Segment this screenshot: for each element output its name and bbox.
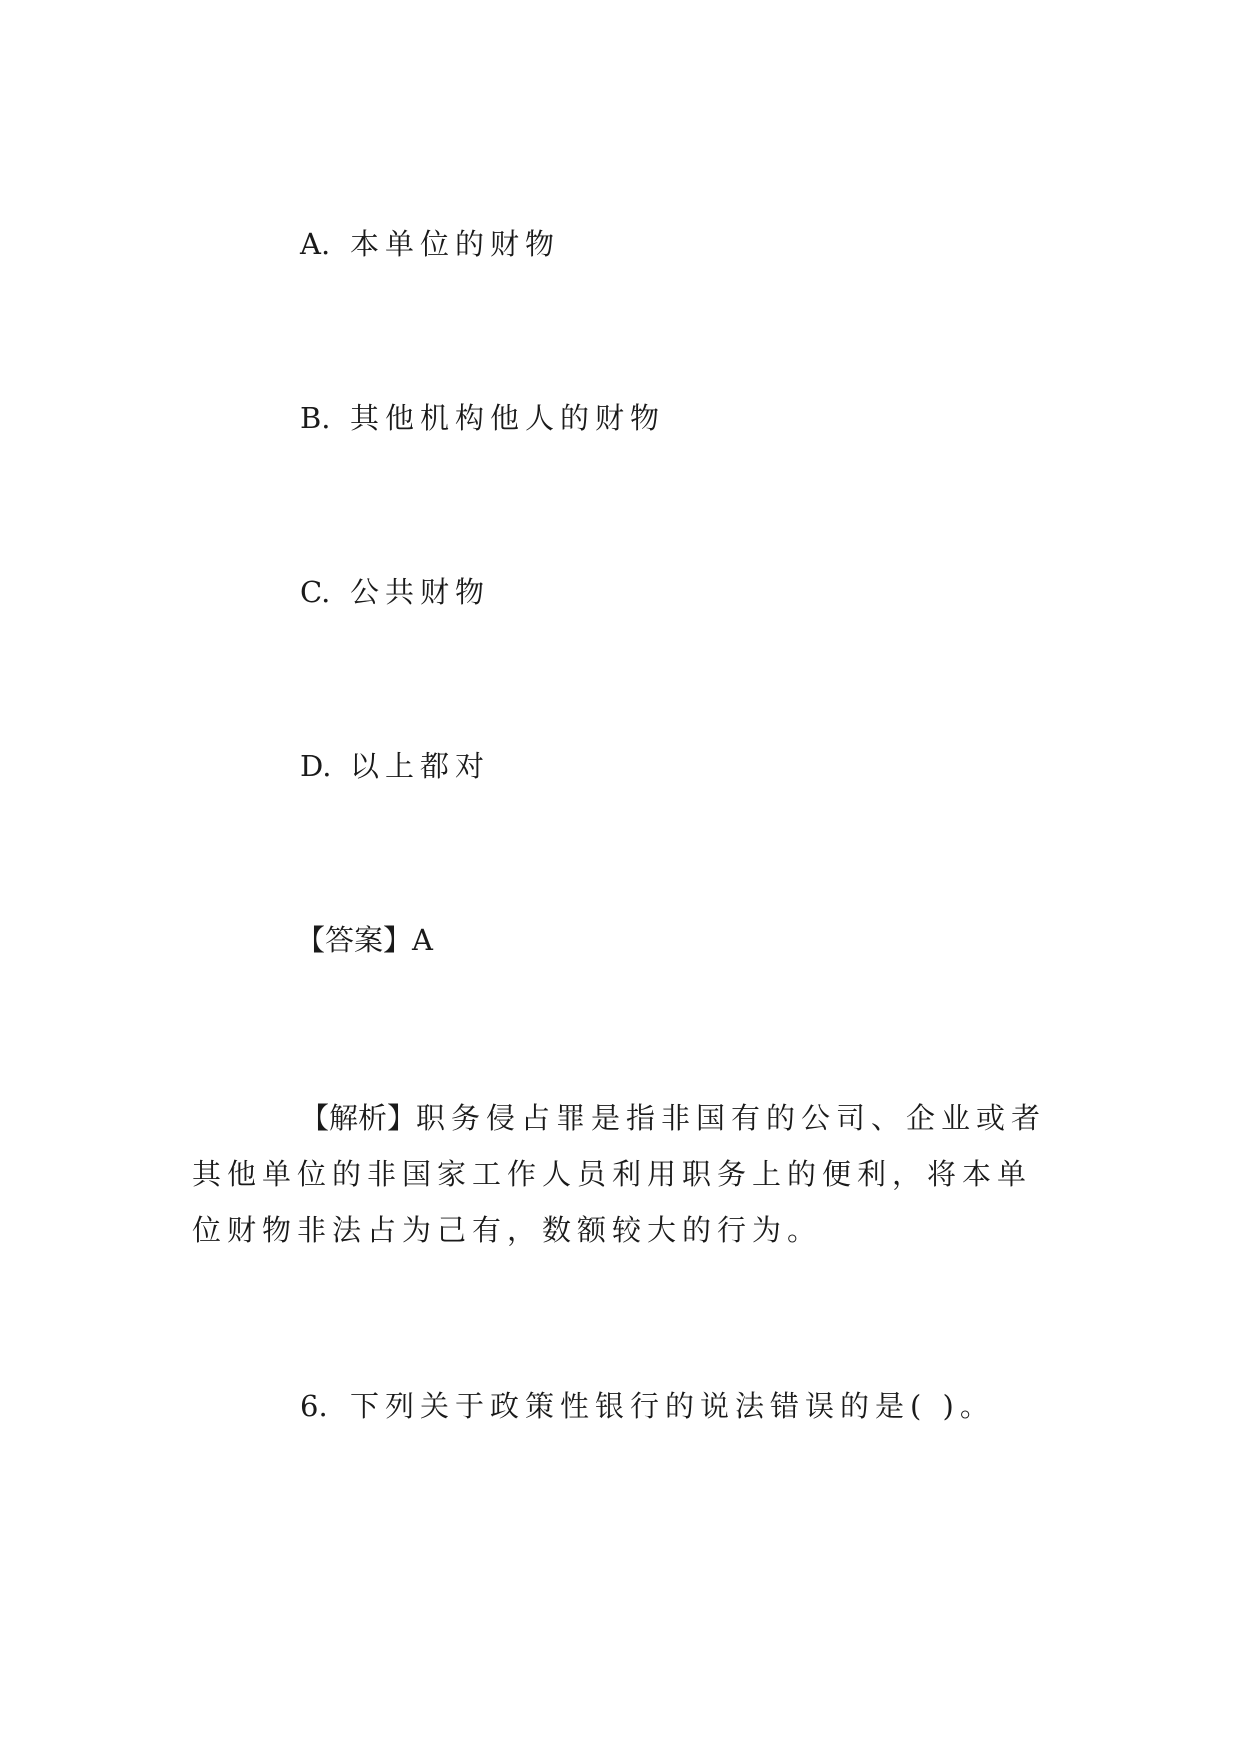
answer-line [296, 920, 439, 960]
question-6 [300, 1386, 995, 1426]
option-letter: A. [300, 227, 331, 261]
analysis-paragraph [192, 1090, 1052, 1258]
option-b [300, 398, 665, 438]
option-letter: B. [300, 401, 331, 435]
answer-label: 【答案】 [296, 923, 413, 957]
option-text: 本单位的财物 [350, 227, 561, 261]
answer-value: A [412, 923, 439, 957]
option-text: 其他机构他人的财物 [350, 401, 666, 435]
analysis-text: 职务侵占罪是指非国有的公司、企业或者其他单位的非国家工作人员利用职务上的便利，将本单位财物非法占为己有，数额较大的行为。 [192, 1101, 1047, 1247]
option-letter: D. [300, 749, 332, 783]
analysis-label: 【解析】 [300, 1101, 417, 1135]
option-a [300, 224, 560, 264]
option-text: 公共财物 [350, 575, 491, 609]
option-text: 以上都对 [350, 749, 491, 783]
option-letter: C. [300, 575, 331, 609]
question-number: 6. [300, 1389, 328, 1423]
question-text: 下列关于政策性银行的说法错误的是( )。 [350, 1389, 995, 1423]
option-c [300, 572, 490, 612]
option-d [300, 746, 490, 786]
